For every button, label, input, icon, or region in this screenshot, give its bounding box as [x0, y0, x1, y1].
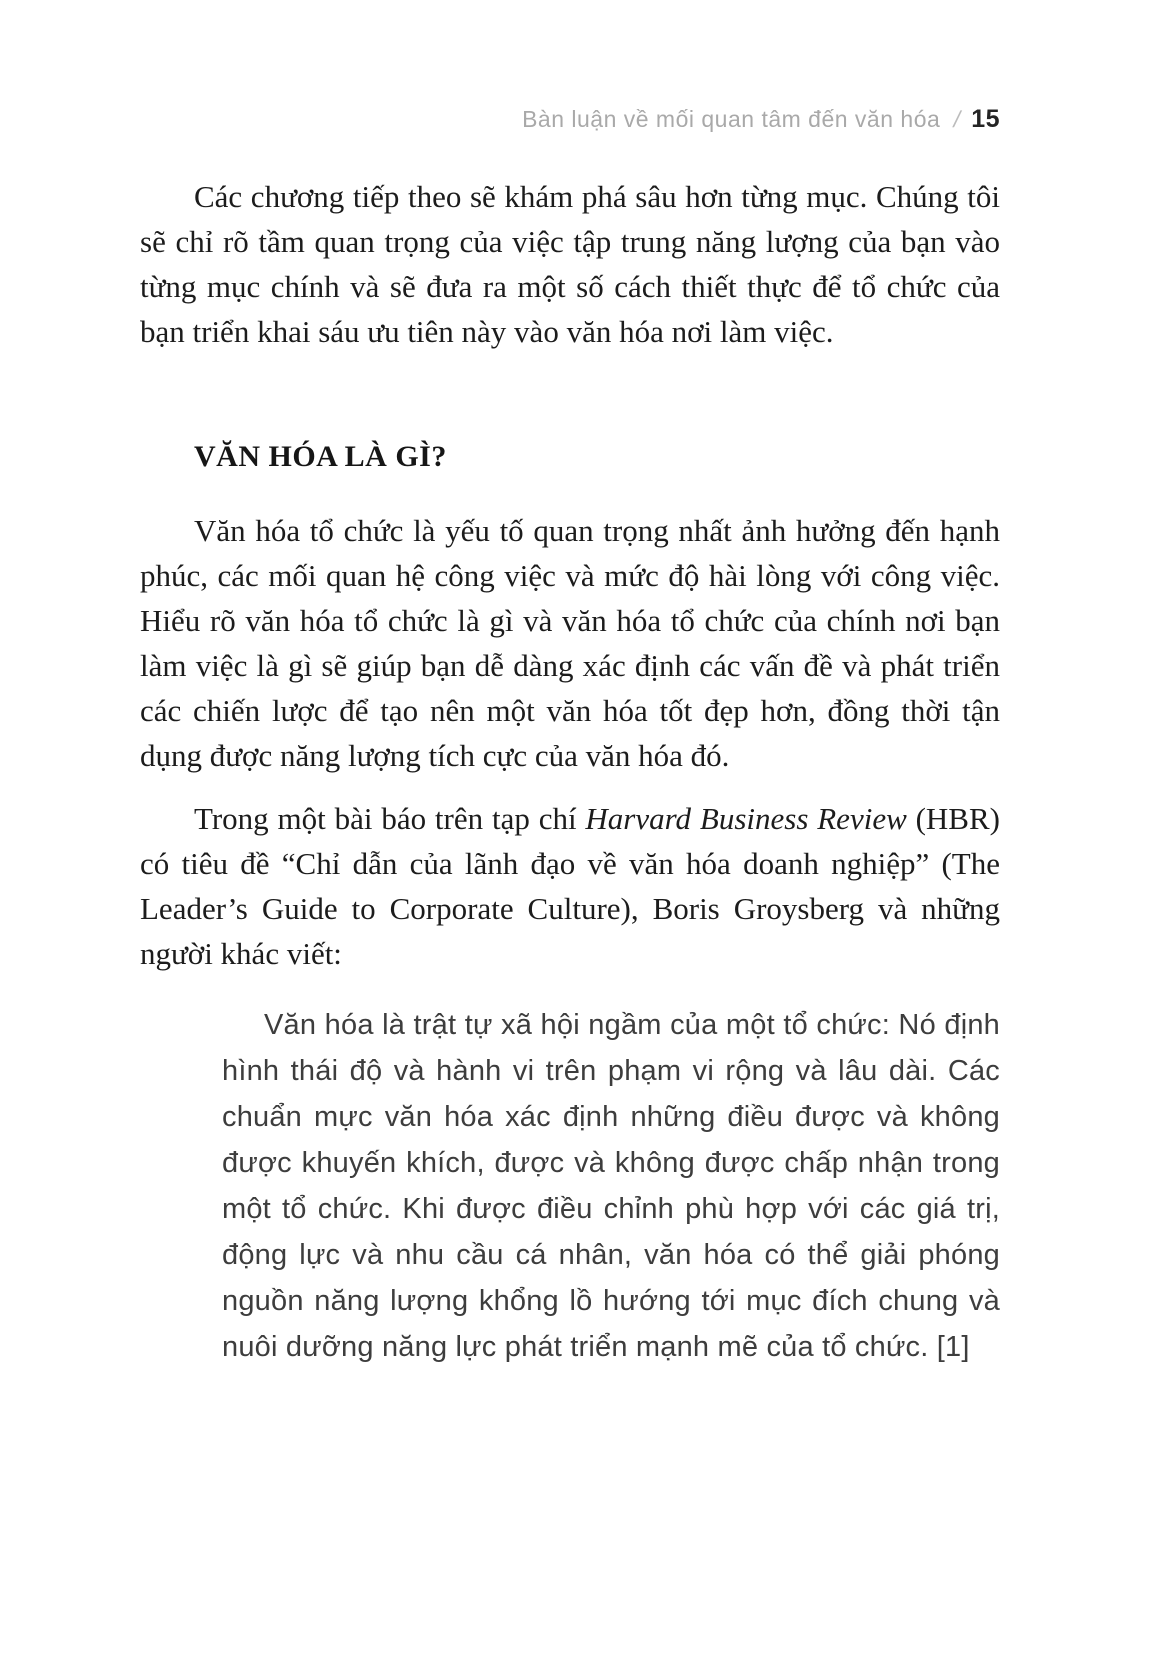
page-header: [140, 0, 1000, 134]
paragraph-culture-definition: Văn hóa tổ chức là yếu tố quan trọng nhất ảnh hưởng đến hạnh phúc, các mối quan hệ công việc và mức độ hài lòng với công việc. Hiểu rõ văn hóa tổ chức là gì và văn hóa tổ chức của chính nơi bạn làm việc là gì sẽ giúp bạn dễ dàng xác định các vấn đề và phát triển các chiến lược để tạo nên một văn hóa tốt đẹp hơn, đồng thời tận dụng được năng lượng tích cực của văn hóa đó.: [140, 513, 1000, 773]
running-head: Bàn luận về mối quan tâm đến văn hóa: [522, 106, 941, 132]
journal-title: Harvard Business Review: [585, 801, 907, 836]
paragraph-intro: Các chương tiếp theo sẽ khám phá sâu hơn từng mục. Chúng tôi sẽ chỉ rõ tầm quan trọng của việc tập trung năng lượng của bạn vào từng mục chính và sẽ đưa ra một số cách thiết thực để tổ chức của bạn triển khai sáu ưu tiên này vào văn hóa nơi làm việc.: [140, 179, 1000, 349]
hbr-text-after: (HBR) có tiêu đề “Chỉ dẫn của lãnh đạo về văn hóa doanh nghiệp” (The Leader’s Guide to Corporate Culture), Boris Groysberg và những người khác viết:: [140, 801, 1000, 971]
header-separator: /: [951, 106, 964, 132]
page-number: 15: [971, 105, 1000, 133]
hbr-block-quote: Văn hóa là trật tự xã hội ngầm của một tổ chức: Nó định hình thái độ và hành vi trên phạm vi rộng và lâu dài. Các chuẩn mực văn hóa xác định những điều được và không được khuyến khích, được và không được chấp nhận trong một tổ chức. Khi được điều chỉnh phù hợp với các giá trị, động lực và nhu cầu cá nhân, văn hóa có thể giải phóng nguồn năng lượng khổng lồ hướng tới mục đích chung và nuôi dưỡng năng lực phát triển mạnh mẽ của tổ chức. [1]: [222, 1009, 1000, 1363]
hbr-text-before: Trong một bài báo trên tạp chí: [194, 801, 586, 836]
page-body: [140, 174, 1000, 1370]
paragraph-hbr-reference: [140, 796, 1000, 976]
section-heading: VĂN HÓA LÀ GÌ?: [194, 440, 447, 473]
